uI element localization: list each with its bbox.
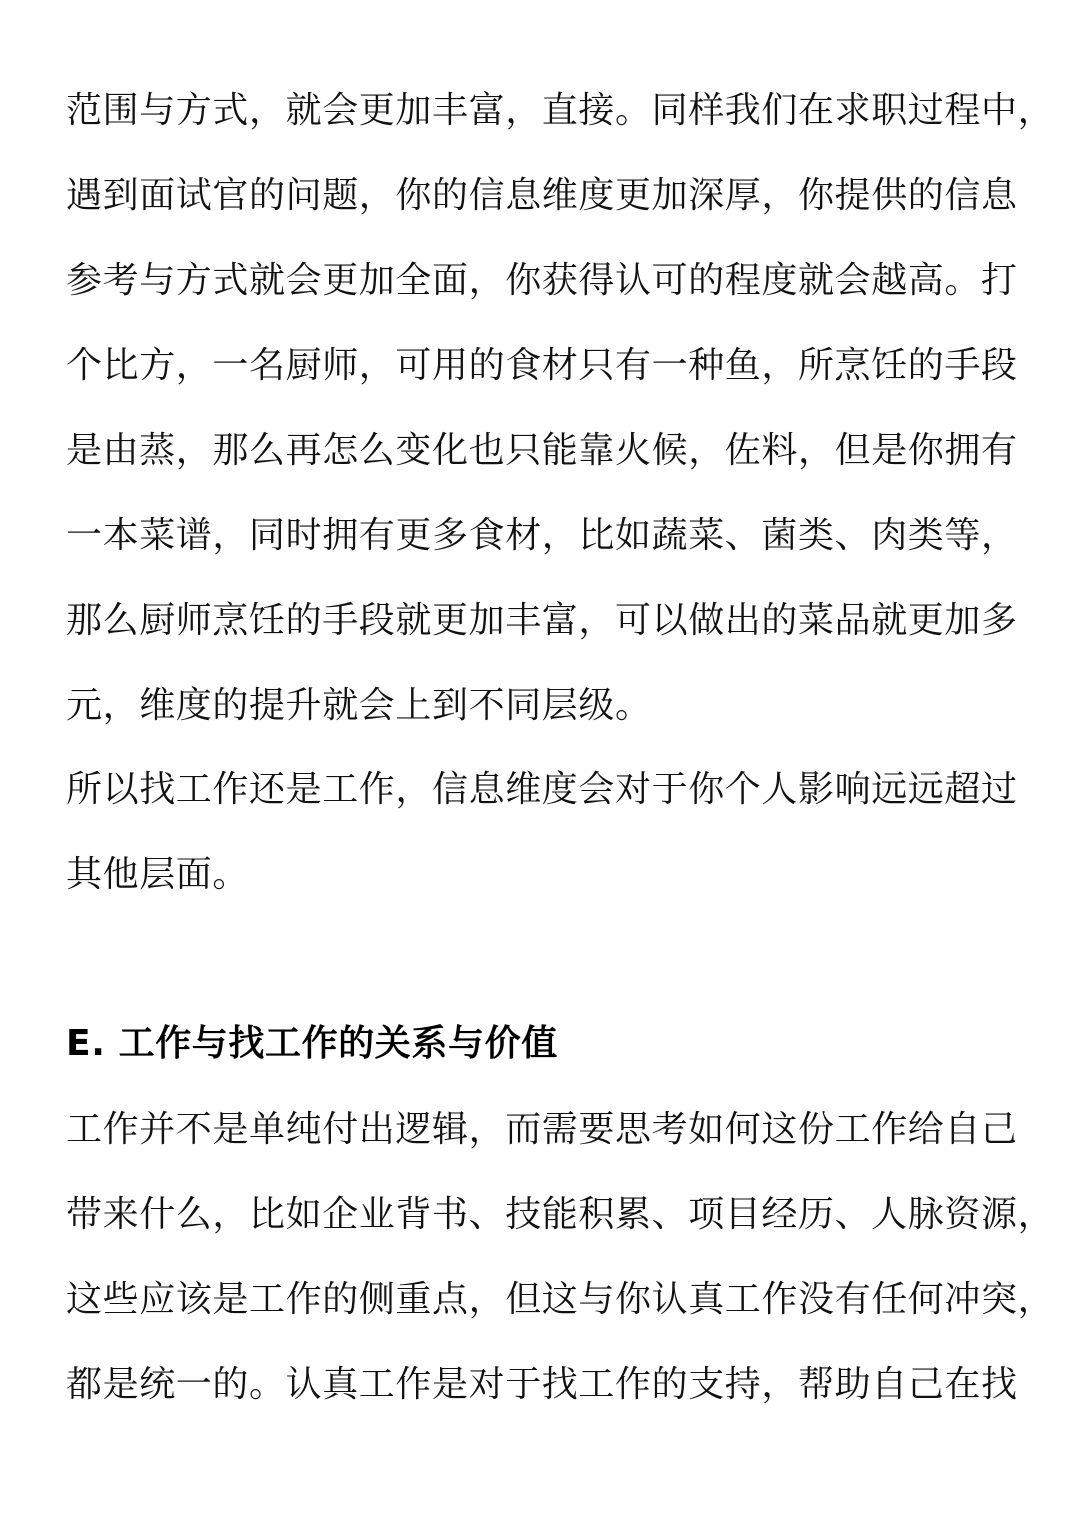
paragraph-line: 参考与方式就会更加全面，你获得认可的程度就会越高。打 — [66, 260, 1018, 301]
paragraph-line: 元，维度的提升就会上到不同层级。 — [66, 685, 652, 726]
paragraph-line: 其他层面。 — [66, 854, 250, 895]
paragraph-line: 都是统一的。认真工作是对于找工作的支持，帮助自己在找 — [66, 1364, 1018, 1405]
paragraph-line: 一本菜谱，同时拥有更多食材，比如蔬菜、菌类、肉类等， — [66, 515, 1018, 556]
paragraph-line: 范围与方式，就会更加丰富，直接。同样我们在求职过程中， — [66, 90, 1055, 131]
paragraph-line: 那么厨师烹饪的手段就更加丰富，可以做出的菜品就更加多 — [66, 600, 1018, 641]
paragraph-line: 所以找工作还是工作，信息维度会对于你个人影响远远超过 — [66, 769, 1018, 810]
paragraph-line: 这些应该是工作的侧重点，但这与你认真工作没有任何冲突， — [66, 1279, 1055, 1320]
paragraph-line: 带来什么，比如企业背书、技能积累、项目经历、人脉资源， — [66, 1194, 1055, 1235]
paragraph-line: 个比方，一名厨师，可用的食材只有一种鱼，所烹饪的手段 — [66, 345, 1018, 386]
section-heading-e: E. 工作与找工作的关系与价值 — [66, 1023, 558, 1064]
paragraph-line: 遇到面试官的问题，你的信息维度更加深厚，你提供的信息 — [66, 175, 1018, 216]
paragraph-line: 工作并不是单纯付出逻辑，而需要思考如何这份工作给自己 — [66, 1109, 1018, 1150]
paragraph-line: 是由蒸，那么再怎么变化也只能靠火候，佐料，但是你拥有 — [66, 430, 1018, 471]
